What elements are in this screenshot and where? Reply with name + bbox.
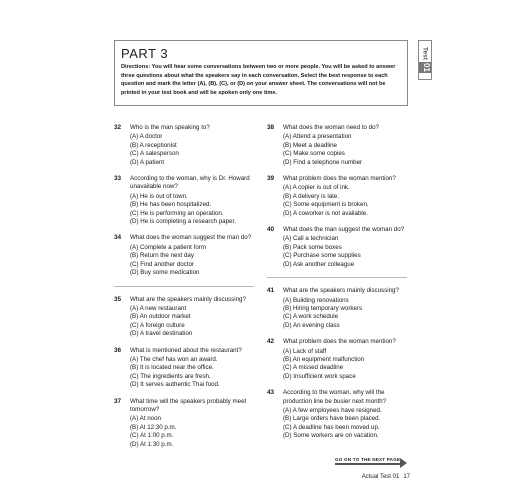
question-number: 32 bbox=[114, 124, 122, 131]
left-question-column bbox=[114, 124, 254, 457]
question-item bbox=[114, 398, 254, 449]
answer-option: (B) At 12:30 p.m. bbox=[130, 423, 177, 431]
directions-box bbox=[114, 40, 408, 106]
answer-option: (A) Call a technician bbox=[283, 235, 339, 243]
question-item bbox=[114, 175, 254, 226]
question-number: 41 bbox=[267, 287, 275, 295]
page-number: 17 bbox=[403, 474, 410, 480]
answer-option: (A) Complete a patient form bbox=[130, 243, 206, 251]
question-item bbox=[267, 124, 407, 167]
question-number: 33 bbox=[114, 175, 122, 183]
answer-option: (D) An evening class bbox=[283, 321, 340, 329]
question-item bbox=[267, 338, 407, 381]
answer-option: (A) Attend a presentation bbox=[283, 133, 352, 141]
answer-option: (D) Buy some medication bbox=[130, 269, 200, 277]
answer-option: (D) At 1:30 p.m. bbox=[130, 440, 174, 448]
directions-label: Directions: bbox=[121, 64, 151, 70]
question-number: 42 bbox=[267, 338, 275, 346]
test-side-tab bbox=[418, 40, 432, 80]
section-divider bbox=[267, 277, 407, 278]
answer-option: (C) A missed deadline bbox=[283, 364, 344, 372]
answer-option: (C) A foreign culture bbox=[130, 321, 185, 329]
answer-option: (C) He is performing an operation. bbox=[130, 209, 224, 217]
question-item bbox=[267, 389, 407, 440]
answer-option: (D) A patient bbox=[130, 158, 165, 166]
question-item bbox=[267, 287, 407, 330]
question-number: 38 bbox=[267, 124, 275, 131]
answer-option: (D) He is completing a research paper. bbox=[130, 218, 236, 226]
answer-option: (C) Purchase some supplies bbox=[283, 252, 361, 260]
answer-option: (A) He is out of town. bbox=[130, 192, 188, 200]
question-number: 35 bbox=[114, 295, 122, 303]
answer-option: (C) A salesperson bbox=[130, 150, 179, 158]
question-item bbox=[114, 347, 254, 390]
answer-option: (B) Hiring temporary workers bbox=[283, 304, 363, 312]
question-text: What time will the speakers probably meet tomorrow? bbox=[130, 397, 247, 413]
answer-option: (B) A receptionist bbox=[130, 141, 177, 149]
question-number: 34 bbox=[114, 234, 122, 242]
answer-option: (A) A few employees have resigned. bbox=[283, 406, 382, 414]
answer-option: (B) An equipment malfunction bbox=[283, 355, 365, 363]
answer-option: (B) Large orders have been placed. bbox=[283, 415, 381, 423]
directions-text bbox=[121, 63, 403, 97]
question-item bbox=[114, 296, 254, 339]
question-text: What problem does the woman mention? bbox=[283, 175, 396, 183]
answer-option: (D) Find a telephone number bbox=[283, 158, 363, 166]
question-number: 39 bbox=[267, 175, 275, 183]
answer-option: (D) Insufficient work space bbox=[283, 372, 356, 380]
answer-option: (D) Some workers are on vacation. bbox=[283, 432, 379, 440]
question-number: 43 bbox=[267, 389, 275, 397]
answer-option: (A) At noon bbox=[130, 415, 161, 423]
question-text: What does the woman need to do? bbox=[283, 124, 379, 131]
question-text: What is mentioned about the restaurant? bbox=[130, 346, 242, 354]
question-item bbox=[267, 226, 407, 269]
answer-option: (D) It serves authentic Thai food. bbox=[130, 381, 220, 389]
answer-option: (C) At 1:00 p.m. bbox=[130, 432, 174, 440]
footer-title: Actual Test 01 bbox=[361, 474, 400, 480]
question-item bbox=[267, 175, 407, 218]
answer-option: (A) The chef has won an award. bbox=[130, 355, 218, 363]
answer-option: (A) A doctor bbox=[130, 133, 163, 141]
answer-option: (B) It is located near the office. bbox=[130, 364, 214, 372]
answer-option: (C) A deadline has been moved up. bbox=[283, 423, 380, 431]
question-item bbox=[114, 234, 254, 277]
answer-option: (D) Ask another colleague bbox=[283, 260, 355, 268]
side-tab-label: Test bbox=[421, 47, 429, 60]
question-text: What problem does the woman mention? bbox=[283, 338, 396, 346]
question-text: Who is the man speaking to? bbox=[130, 124, 210, 131]
section-divider bbox=[114, 286, 254, 287]
answer-option: (C) Some equipment is broken. bbox=[283, 201, 369, 209]
answer-option: (D) A travel destination bbox=[130, 330, 193, 338]
question-text: According to the woman, why is Dr. Howard unavailable now? bbox=[130, 175, 250, 191]
question-item bbox=[114, 124, 254, 167]
answer-option: (B) A delivery is late. bbox=[283, 192, 340, 200]
answer-option: (A) Lack of staff bbox=[283, 347, 327, 355]
question-text: What does the woman suggest the man do? bbox=[130, 234, 252, 242]
right-question-column bbox=[267, 124, 407, 449]
question-number: 37 bbox=[114, 397, 122, 405]
answer-option: (A) A copier is out of ink. bbox=[283, 184, 350, 192]
answer-option: (A) A new restaurant bbox=[130, 304, 187, 312]
answer-option: (B) Return the next day bbox=[130, 252, 194, 260]
directions-body: You will hear some conversations between two or more people. You will be asked to answer three questions about what the speakers say in each conversation. Select the best response to each question and mark the letter (A), (B), (C), or (D) on your answer sheet. The conversations will not be printed in your test book and will be spoken only one time. bbox=[121, 64, 396, 96]
question-number: 36 bbox=[114, 346, 122, 354]
answer-option: (B) Meet a deadline bbox=[283, 141, 337, 149]
answer-option: (B) An outdoor market bbox=[130, 313, 191, 321]
page-footer bbox=[340, 474, 410, 480]
question-text: What are the speakers mainly discussing? bbox=[283, 287, 399, 295]
answer-option: (B) He has been hospitalized. bbox=[130, 201, 212, 209]
answer-option: (C) A work schedule bbox=[283, 313, 339, 321]
arrow-right-icon bbox=[400, 458, 407, 468]
part-title: PART 3 bbox=[121, 46, 169, 61]
side-tab-number: 01 bbox=[419, 62, 431, 73]
answer-option: (C) Make some copies bbox=[283, 150, 345, 158]
answer-option: (C) Find another doctor bbox=[130, 260, 194, 268]
answer-option: (C) The ingredients are fresh. bbox=[130, 372, 211, 380]
answer-option: (A) Building renovations bbox=[283, 296, 349, 304]
question-text: According to the woman, why will the production line be busier next month? bbox=[283, 389, 387, 405]
question-text: What does the man suggest the woman do? bbox=[283, 226, 405, 234]
next-page-label: GO ON TO THE NEXT PAGE bbox=[335, 457, 400, 465]
next-page-indicator bbox=[335, 455, 407, 467]
question-number: 40 bbox=[267, 226, 275, 234]
answer-option: (B) Pack some boxes bbox=[283, 243, 342, 251]
question-text: What are the speakers mainly discussing? bbox=[130, 295, 246, 303]
answer-option: (D) A coworker is not available. bbox=[283, 209, 368, 217]
